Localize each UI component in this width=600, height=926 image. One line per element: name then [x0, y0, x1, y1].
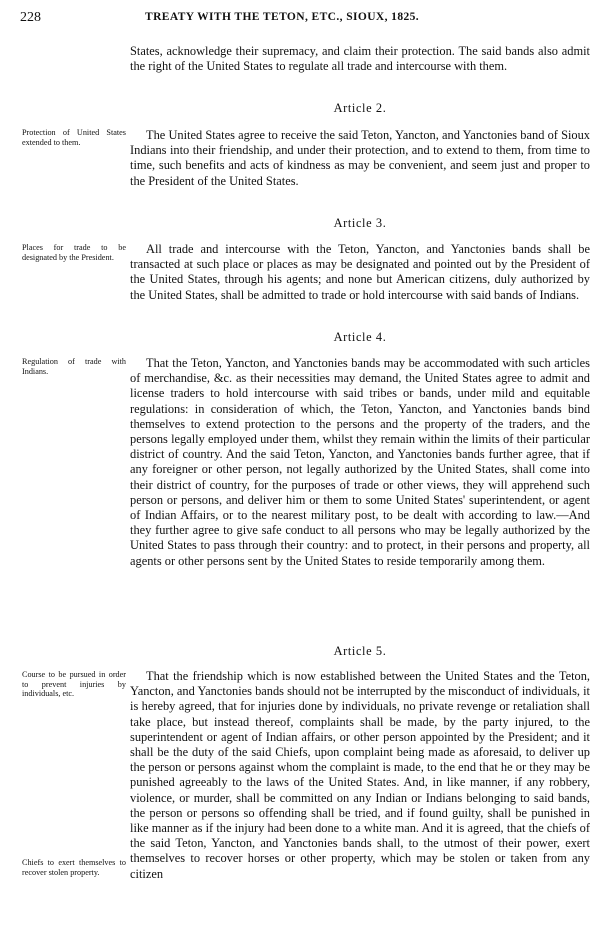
article-4-text: That the Teton, Yancton, and Yanctonies bands may be accommodated with such articles of merchandise, &c. as their necessities may demand, the United States agree to admit and license traders to hold intercourse with said tribes or bands, under mild and equitable regulations: in consideration of which, the Teton, Yancton, and Yanctonies bands bind themselves to extend protection to the persons and the property of the traders, and the persons legally employed under them, whilst they remain within the limits of their particular district of country. And the said Teton, Yancton, and Yanctonies bands further agree, that if any foreigner or other person, not legally authorized by the United States, shall come into their district of country, for the purposes of trade or other views, they will apprehend such person or persons, and deliver him or them to some United States' superintendent, or agent of Indian Affairs, or to the nearest military post, to be dealt with according to law.—And they further agree to give safe conduct to all persons who may be legally authorized by the United States to pass through their country: and to protect, in their persons and property, all agents or other persons sent by the United States to reside temporarily among them. — [130, 356, 590, 568]
margin-note-article-3: Places for trade to be designated by the President. — [22, 243, 126, 262]
article-2-text: The United States agree to receive the said Teton, Yancton, and Yanctonies band of Sioux Indians into their friendship, and under their protection, and to extend to them, from time to time, such benefits and acts of kindness as may be convenient, and seem just and proper to the President of the United States. — [130, 128, 590, 188]
running-title: TREATY WITH THE TETON, ETC., SIOUX, 1825. — [145, 11, 420, 23]
margin-note-article-5: Course to be pursued in order to prevent injuries by individuals, etc. — [22, 670, 126, 699]
article-3-heading: Article 3. — [333, 216, 387, 230]
article-5-heading: Article 5. — [333, 644, 387, 658]
page-number: 228 — [20, 10, 41, 25]
margin-note-article-4: Regulation of trade with Indians. — [22, 357, 126, 376]
article-5-text: That the friendship which is now established between the United States and the Teton, Yancton, and Yanctonies bands should not be interrupted by the misconduct of individuals, it is hereby agreed, that for injuries done by individuals, no private revenge or retaliation shall take place, but instead thereof, complaints shall be made, by the party injured, to the superintendent or agent of Indian affairs, or other person appointed by the President; and it shall be the duty of the said Chiefs, upon complaint being made as aforesaid, to deliver up the person or persons against whom the complaint is made, to the end that he or they may be punished agreeably to the laws of the United States. And, in like manner, if any robbery, violence, or murder, shall be committed on any Indian or Indians belonging to said bands, the person or persons so offending shall be tried, and if found guilty, shall be punished in like manner as if the injury had been done to a white man. And it is agreed, that the chiefs of the said Teton, Yancton, and Yanctonies bands shall, to the utmost of their power, exert themselves to recover horses or other property, which may be stolen or taken from any citizen — [130, 669, 590, 881]
page-header — [0, 10, 600, 30]
margin-note-article-5-chiefs: Chiefs to exert themselves to recover stolen property. — [22, 858, 126, 877]
article-4-heading: Article 4. — [333, 330, 387, 344]
margin-note-article-2: Protection of United States extended to them. — [22, 128, 126, 147]
article-2-heading: Article 2. — [333, 101, 387, 115]
intro-paragraph: States, acknowledge their supremacy, and claim their protection. The said bands also admit the right of the United States to regulate all trade and intercourse with them. — [130, 44, 590, 74]
article-3-text: All trade and intercourse with the Teton, Yancton, and Yanctonies bands shall be transacted at such place or places as may be designated and pointed out by the President of the United States, through his agents; and none but American citizens, duly authorized by the United States, shall be admitted to trade or hold intercourse with said bands of Indians. — [130, 242, 590, 302]
